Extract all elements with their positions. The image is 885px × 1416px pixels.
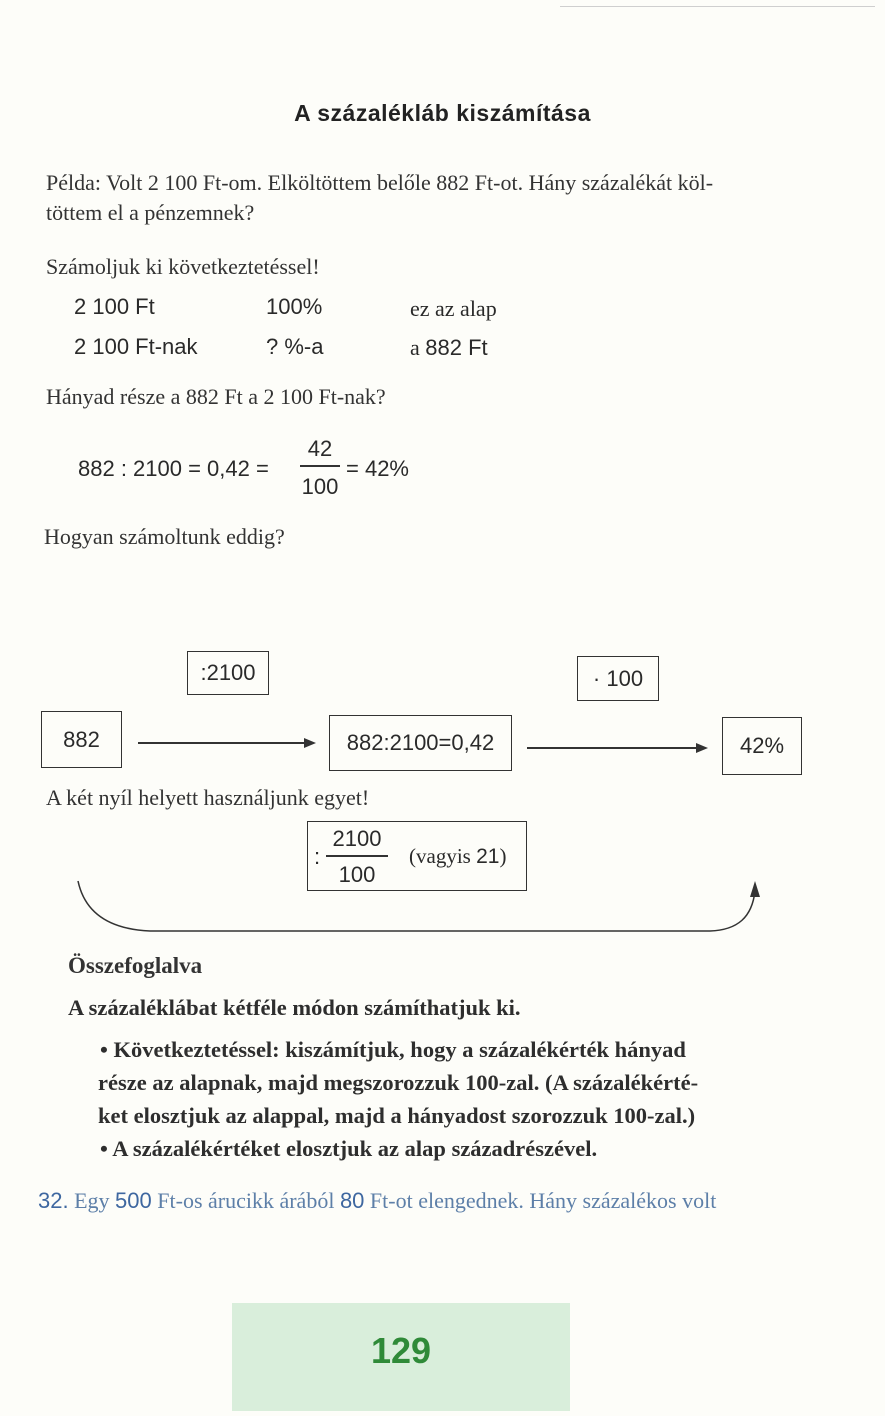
operation-divide-label: :2100 (200, 660, 256, 685)
diagram-middle-box (329, 715, 512, 771)
arrow-1-head (304, 738, 316, 748)
equation-fraction-bar (300, 465, 340, 467)
exercise-32 (38, 1188, 716, 1214)
intro-line-2: töttem el a pénzemnek? (46, 200, 255, 225)
table-row-1-percent: 100% (266, 294, 323, 319)
diagram-start-box (41, 711, 122, 768)
page-title: A százalékláb kiszámítása (294, 100, 591, 126)
summary-bullet-1-line-3: ket elosztjuk az alappal, majd a hányadost szorozzuk 100-zal.) (98, 1103, 696, 1128)
reasoning-prompt: Számoljuk ki következtetéssel! (46, 254, 320, 279)
exercise-number: 32. (38, 1188, 69, 1213)
combined-fraction-bar (326, 855, 388, 857)
equation-numerator: 42 (307, 436, 333, 461)
top-rule (560, 6, 875, 7)
summary-bullet-2: • A százalékértéket elosztjuk az alap századrészével. (100, 1136, 598, 1161)
exercise-value-2: 80 (339, 1188, 365, 1213)
summary-heading: Összefoglalva (68, 953, 203, 978)
operation-box-multiply (577, 656, 659, 701)
summary-bullet-1-line-1: • Következtetéssel: kiszámítjuk, hogy a százalékérték hányad (100, 1037, 686, 1062)
table-row-1-amount: 2 100 Ft (74, 294, 155, 319)
equation-left: 882 : 2100 = 0,42 = (78, 456, 269, 481)
exercise-text-a: Egy (68, 1188, 116, 1213)
combined-denominator: 100 (338, 862, 376, 887)
table-row-1-note: ez az alap (410, 296, 497, 321)
equation-denominator: 100 (301, 474, 339, 499)
exercise-text-c: Ft-ot elengednek. Hány százalékos volt (364, 1188, 717, 1213)
table-row-2-note (410, 335, 488, 361)
diagram-end-box (722, 717, 802, 775)
question-text: Hányad része a 882 Ft a 2 100 Ft-nak? (46, 384, 386, 409)
combined-curved-arrow (70, 875, 770, 940)
combined-prefix: : (314, 844, 321, 869)
summary-bullet-1-line-2: része az alapnak, majd megszorozzuk 100-zal. (A százalékérté- (98, 1070, 699, 1095)
diagram-middle-value: 882:2100=0,42 (346, 730, 495, 755)
exercise-text-b: Ft-os árucikk árából (151, 1188, 340, 1213)
operation-box-divide (187, 651, 269, 695)
how-question: Hogyan számoltunk eddig? (44, 524, 285, 549)
operation-multiply-label: · 100 (592, 665, 644, 691)
combined-note: (vagyis 21) (409, 844, 507, 868)
table-row-2-note-value: 882 Ft (425, 335, 488, 360)
diagram-start-value: 882 (63, 726, 100, 752)
combined-numerator: 2100 (332, 826, 382, 851)
table-row-2-percent: ? %-a (266, 334, 324, 359)
combine-instruction: A két nyíl helyett használjunk egyet! (46, 785, 370, 810)
table-row-2-amount: 2 100 Ft-nak (74, 334, 198, 359)
page-number: 129 (370, 1330, 432, 1371)
summary-lead: A százaléklábat kétféle módon számíthatjuk ki. (68, 995, 521, 1020)
arrow-1-line (138, 742, 305, 744)
table-row-2-note-text: a (410, 335, 426, 360)
arrow-2-head (696, 743, 708, 753)
exercise-value-1: 500 (115, 1188, 152, 1213)
equation-right: = 42% (346, 456, 409, 481)
diagram-end-value: 42% (739, 733, 785, 758)
intro-line-1: Példa: Volt 2 100 Ft-om. Elköltöttem belőle 882 Ft-ot. Hány százalékát köl- (46, 170, 714, 195)
arrow-2-line (527, 747, 697, 749)
